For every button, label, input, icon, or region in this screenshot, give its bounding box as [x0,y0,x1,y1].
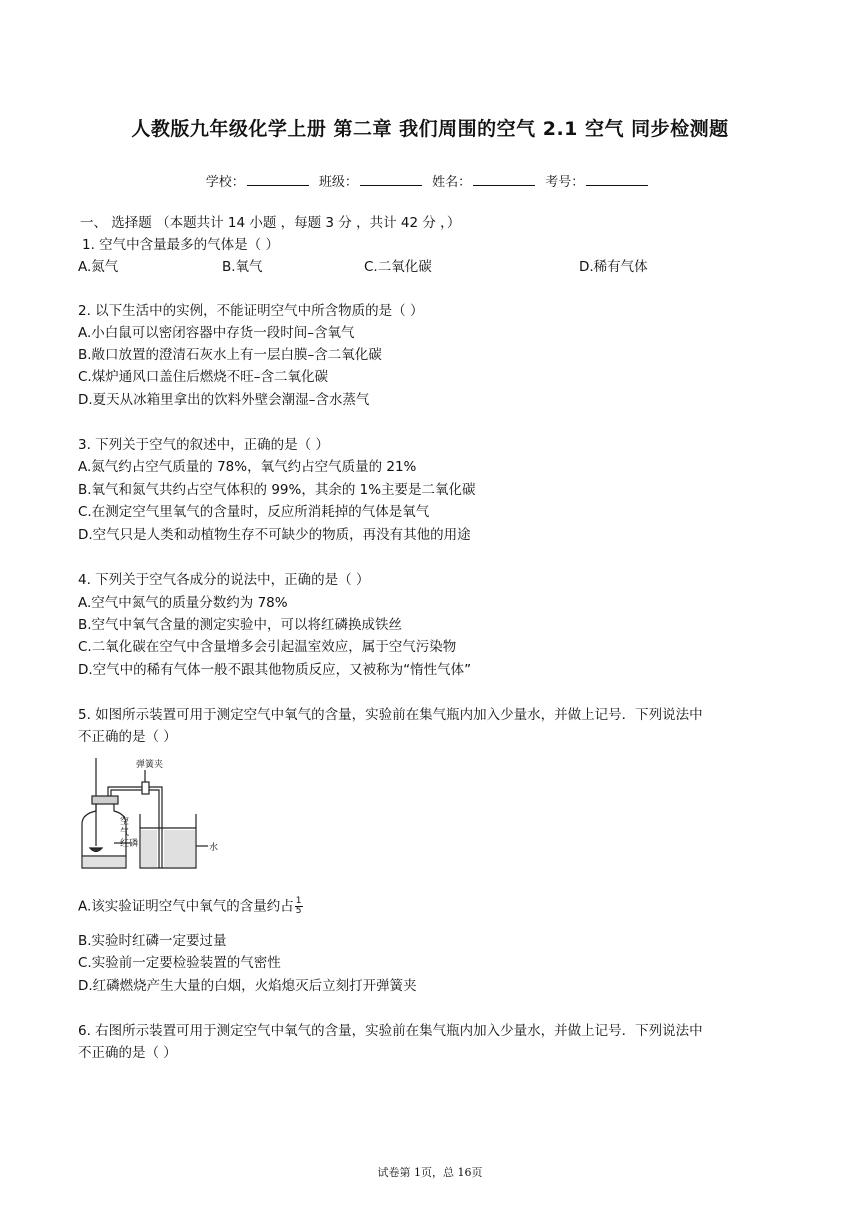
option-d: D.稀有气体 [579,259,648,275]
air-label-2: 气 [120,828,130,838]
option-a: A.氮气 [78,259,119,275]
apparatus-figure [78,756,228,871]
name-label: 姓名： [432,175,472,190]
question-3-stem: 3. 下列关于空气的叙述中，正确的是（ ） [78,437,329,453]
name-blank [473,173,535,186]
question-3-option-c: C.在测定空气里氧气的含量时，反应所消耗掉的气体是氧气 [78,504,430,520]
clamp-label: 弹簧夹 [136,760,164,770]
question-6-stem-line1: 6. 右图所示装置可用于测定空气中氧气的含量，实验前在集气瓶内加入少量水，并做上记号．下列说法中 [78,1023,703,1039]
question-1-stem: 1. 空气中含量最多的气体是（ ） [82,237,279,253]
exam-no-blank [586,173,648,186]
page-footer: 试卷第 1页，总 16页 [377,1166,483,1179]
question-5-stem-line1: 5. 如图所示装置可用于测定空气中氧气的含量，实验前在集气瓶内加入少量水，并做上记号．下列说法中 [78,707,703,723]
question-5-option-b: B.实验时红磷一定要过量 [78,933,227,949]
option-c: C.二氧化碳 [364,259,432,275]
school-label: 学校： [205,175,245,190]
question-5-option-c: C.实验前一定要检验装置的气密性 [78,955,281,971]
question-3-option-d: D.空气只是人类和动植物生存不可缺少的物质，再没有其他的用途 [78,527,471,543]
section-heading: 一、 选择题 （本题共计 14 小题 ，每题 3 分 ，共计 42 分 ，） [80,215,461,231]
question-4-option-c: C.二氧化碳在空气中含量增多会引起温室效应，属于空气污染物 [78,639,457,655]
water-label: 水 [209,843,219,853]
question-4-option-b: B.空气中氧气含量的测定实验中，可以将红磷换成铁丝 [78,617,403,633]
question-2-option-b: B.敞口放置的澄清石灰水上有一层白膜–含二氧化碳 [78,347,382,363]
exam-no-label: 考号： [545,175,585,190]
student-info-line [0,171,860,190]
question-5-option-d: D.红磷燃烧产生大量的白烟，火焰熄灭后立刻打开弹簧夹 [78,978,417,994]
question-5-stem-line2: 不正确的是（ ） [78,729,177,745]
question-4-option-a: A.空气中氮气的质量分数约为 78% [78,595,288,611]
question-2-option-d: D.夏天从冰箱里拿出的饮料外壁会潮湿–含水蒸气 [78,392,370,408]
question-1-options [78,258,778,276]
page-title: 人教版九年级化学上册 第二章 我们周围的空气 2.1 空气 同步检测题 [131,118,729,140]
question-2-stem: 2. 以下生活中的实例，不能证明空气中所含物质的是（ ） [78,303,424,319]
question-6-stem-line2: 不正确的是（ ） [78,1045,177,1061]
class-blank [360,173,422,186]
question-4-option-d: D.空气中的稀有气体一般不跟其他物质反应，又被称为“惰性气体” [78,662,472,678]
question-2-option-a: A.小白鼠可以密闭容器中存货一段时间–含氧气 [78,325,355,341]
question-3-option-a: A.氮气约占空气质量的 78%，氧气约占空气质量的 21% [78,459,417,475]
question-5-option-a [78,897,303,916]
question-2-option-c: C.煤炉通风口盖住后燃烧不旺–含二氧化碳 [78,369,328,385]
phosphorus-label: 红磷 [120,839,139,849]
question-3-option-b: B.氧气和氮气共约占空气体积的 99%，其余的 1%主要是二氧化碳 [78,482,476,498]
class-label: 班级： [318,175,358,190]
option-a-text: A.该实验证明空气中氧气的含量约占 [78,898,294,915]
one-fifth-fraction: $\frac{1}{5}$ [295,896,302,916]
air-label-1: 空 [120,817,130,827]
school-blank [247,173,309,186]
option-b: B.氧气 [222,259,263,275]
question-4-stem: 4. 下列关于空气各成分的说法中，正确的是（ ） [78,572,370,588]
